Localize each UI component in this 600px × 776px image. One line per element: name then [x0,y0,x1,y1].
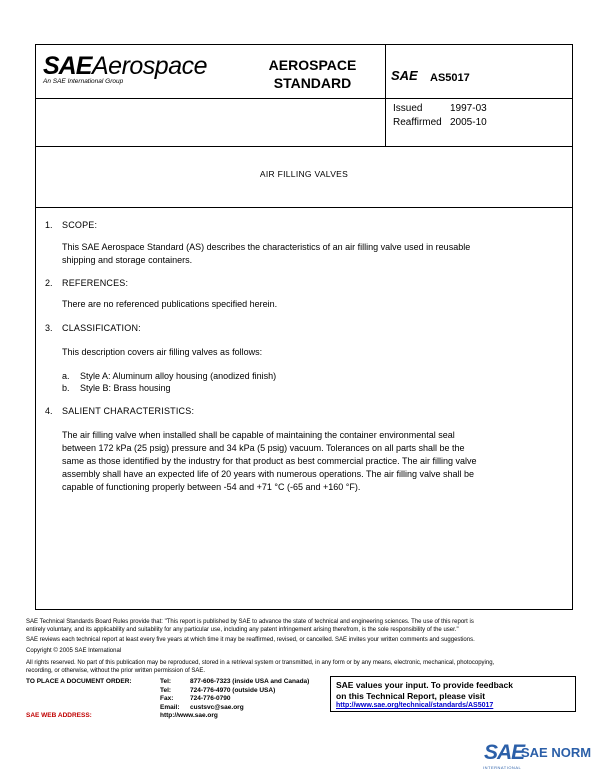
contact-label: Fax: [160,695,174,702]
section-4-text [62,429,477,494]
legal-line: SAE Technical Standards Board Rules provide that: "This report is published by SAE to advance the state of technical and engineering sciences. The use of this report is [26,619,474,625]
reaffirmed-label: Reaffirmed [393,117,442,128]
contact-labels [160,678,180,712]
header-column-divider [385,44,386,147]
legal-line: entirely voluntary, and its applicability and suitability for any particular use, including any patent infringement arising therefrom, is the sole responsibility of the user." [26,627,459,633]
feedback-box [330,676,576,712]
section-1-text [62,241,470,267]
title-divider-top [35,146,573,147]
legal-line: Copyright © 2005 SAE International [26,648,122,654]
issued-label: Issued [393,103,423,114]
sae-norm-label: SAE NORM [521,745,592,760]
issued-value: 1997-03 [450,103,487,114]
list-item: Style A: Aluminum alloy housing (anodized finish) [80,371,277,381]
contact-label: Tel: [160,678,172,685]
document-title: AIR FILLING VALVES [259,169,349,179]
section-3-number: 3. [45,323,53,333]
title-divider-bottom [35,207,573,208]
list-item: Style B: Brass housing [80,383,171,393]
section-4-line: capable of functioning properly between -54 and +71 °C (-65 and +160 °F). [62,482,361,492]
contact-value: 724-776-0790 [190,695,231,702]
section-2-text: There are no referenced publications specified herein. [62,299,278,309]
contact-label: Tel: [160,686,172,694]
section-3-text: This description covers air filling valves as follows: [62,347,263,357]
legal-line: SAE reviews each technical report at least every five years at which time it may be reaffirmed, revised, or cancelled. SAE invites your written comments and suggestions. [26,637,475,643]
aerospace-logo-text: Aerospace [92,52,208,80]
sae-logo: SAE [43,52,92,80]
section-4-line: assembly shall have an expected life of 20 years with numerous operations. The air filling valve shall be [62,469,475,479]
section-2-heading: REFERENCES: [62,278,129,288]
section-4-number: 4. [45,406,53,416]
sae-norm-subtitle: INTERNATIONAL [483,765,522,770]
sae-norm-text [521,745,591,760]
header-divider [35,98,573,99]
section-1-line: shipping and storage containers. [62,255,193,265]
section-1-number: 1. [45,220,53,230]
logo-subtitle: An SAE International Group [43,78,124,85]
section-3-heading: CLASSIFICATION: [62,323,141,333]
section-2-number: 2. [45,278,53,288]
standard-title-line2: STANDARD [273,75,352,91]
sae-mini-logo: SAE [391,68,418,83]
list-item-marker: b. [62,383,70,393]
section-1-heading: SCOPE: [62,220,98,230]
web-address-label: SAE WEB ADDRESS: [26,712,92,719]
feedback-line: on this Technical Report, please visit [336,690,486,701]
section-4-heading: SALIENT CHARACTERISTICS: [62,406,195,416]
legal-text [26,618,586,675]
contact-label: Email: [160,703,180,711]
section-1-line: This SAE Aerospace Standard (AS) describes the characteristics of an air filling valve used in reusable [62,242,471,252]
legal-line: All rights reserved. No part of this publication may be reproduced, stored in a retrieval system or transmitted, in any form or by any means, electronic, mechanical, photocopying, [26,660,495,666]
section-4-line: same as those identified by the industry for that product as best commercial practice. The air filling valve [62,456,477,466]
section-4-line: between 172 kPa (25 psig) pressure and 34 kPa (5 psig) vacuum. Tolerances on all parts shall be the [62,443,465,453]
feedback-line: SAE values your input. To provide feedback [336,680,513,690]
section-4-line: The air filling valve when installed shall be capable of maintaining the container environmental seal [62,430,455,440]
order-label: TO PLACE A DOCUMENT ORDER: [26,678,132,685]
contact-value: 724-776-4970 (outside USA) [190,686,276,694]
feedback-link[interactable]: http://www.sae.org/technical/standards/AS5017 [336,702,494,709]
sae-norm-logo: SAE [484,741,525,764]
standard-title-line1: AEROSPACE [268,57,357,73]
document-number: AS5017 [430,72,470,84]
list-item-marker: a. [62,371,70,381]
contact-value: 877-606-7323 (inside USA and Canada) [190,678,310,685]
standard-title [255,56,370,92]
contact-value[interactable]: custsvc@sae.org [190,703,244,711]
reaffirmed-value: 2005-10 [450,117,487,128]
contact-values [190,678,309,712]
web-address-link[interactable]: http://www.sae.org [160,712,218,719]
legal-line: recording, or otherwise, without the prior written permission of SAE. [26,668,206,674]
